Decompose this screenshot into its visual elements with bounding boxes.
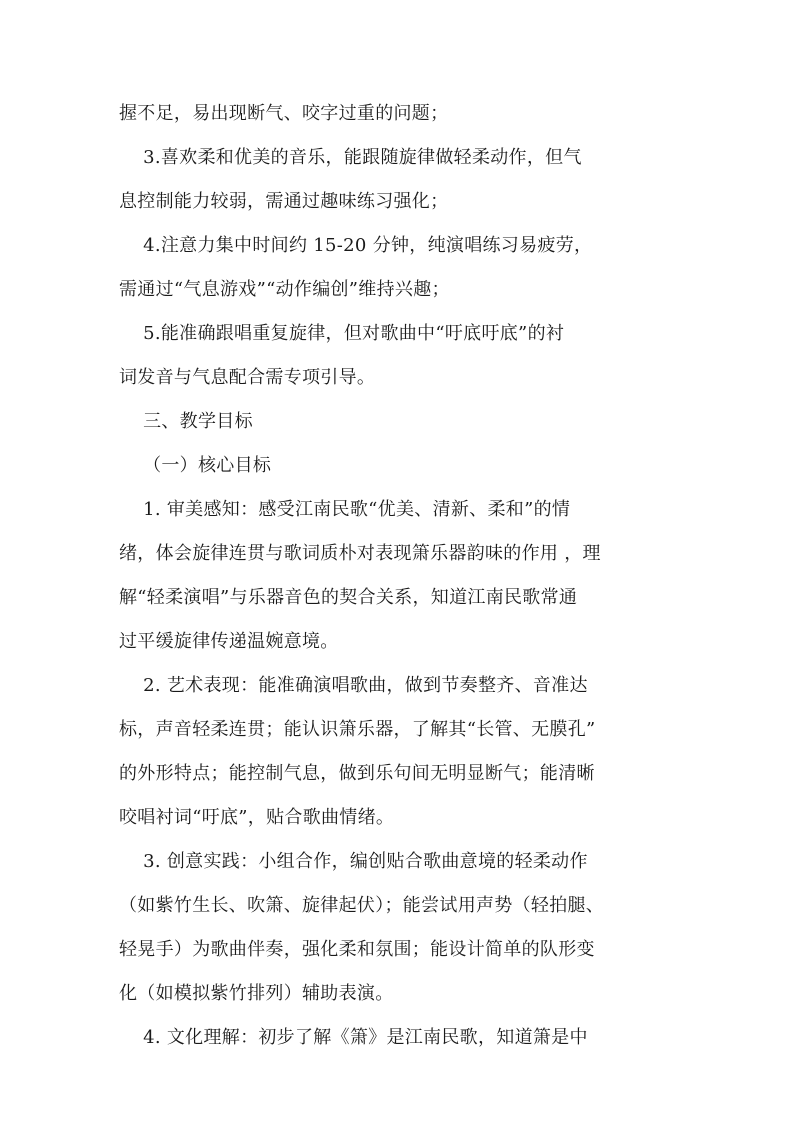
- text-line: 词发音与气息配合需专项引导。: [119, 367, 376, 388]
- text-line: 咬唱衬词“吁底”，贴合歌曲情绪。: [119, 807, 395, 828]
- text-line: 5.能准确跟唱重复旋律，但对歌曲中“吁底吁底”的衬: [119, 323, 565, 344]
- text-line: 息控制能力较弱，需通过趣味练习强化；: [119, 191, 449, 212]
- text-line: 解“轻柔演唱”与乐器音色的契合关系，知道江南民歌常通: [119, 587, 578, 608]
- text-line: 1. 审美感知：感受江南民歌“优美、清新、柔和”的情: [119, 499, 571, 520]
- text-line: 需通过“气息游戏”“动作编创”维持兴趣；: [119, 279, 450, 300]
- section-heading: 三、教学目标: [119, 411, 253, 432]
- text-line: 3.喜欢柔和优美的音乐，能跟随旋律做轻柔动作，但气: [119, 147, 582, 168]
- text-line: 3. 创意实践：小组合作，编创贴合歌曲意境的轻柔动作: [119, 851, 588, 872]
- text-line: 的外形特点；能控制气息，做到乐句间无明显断气；能清晰: [119, 763, 595, 784]
- text-line: 过平缓旋律传递温婉意境。: [119, 631, 339, 652]
- text-line: 2. 艺术表现：能准确演唱歌曲，做到节奏整齐、音准达: [119, 675, 588, 696]
- subsection-heading: （一）核心目标: [119, 455, 272, 476]
- text-line: 轻晃手）为歌曲伴奏，强化柔和氛围；能设计简单的队形变: [119, 939, 595, 960]
- text-line: 握不足，易出现断气、咬字过重的问题；: [119, 103, 449, 124]
- text-line: 标，声音轻柔连贯；能认识箫乐器，了解其“长管、无膜孔”: [119, 719, 596, 740]
- text-line: 绪，体会旋律连贯与歌词质朴对表现箫乐器韵味的作用 ，理: [119, 543, 601, 564]
- text-line: （如紫竹生长、吹箫、旋律起伏）；能尝试用声势（轻拍腿、: [119, 895, 605, 916]
- text-line: 4.注意力集中时间约 15-20 分钟，纯演唱练习易疲劳，: [119, 235, 593, 256]
- text-line: 化（如模拟紫竹排列）辅助表演。: [119, 983, 394, 1004]
- document-body: [119, 102, 679, 1050]
- text-line: 4. 文化理解：初步了解《箫》是江南民歌，知道箫是中: [119, 1027, 588, 1048]
